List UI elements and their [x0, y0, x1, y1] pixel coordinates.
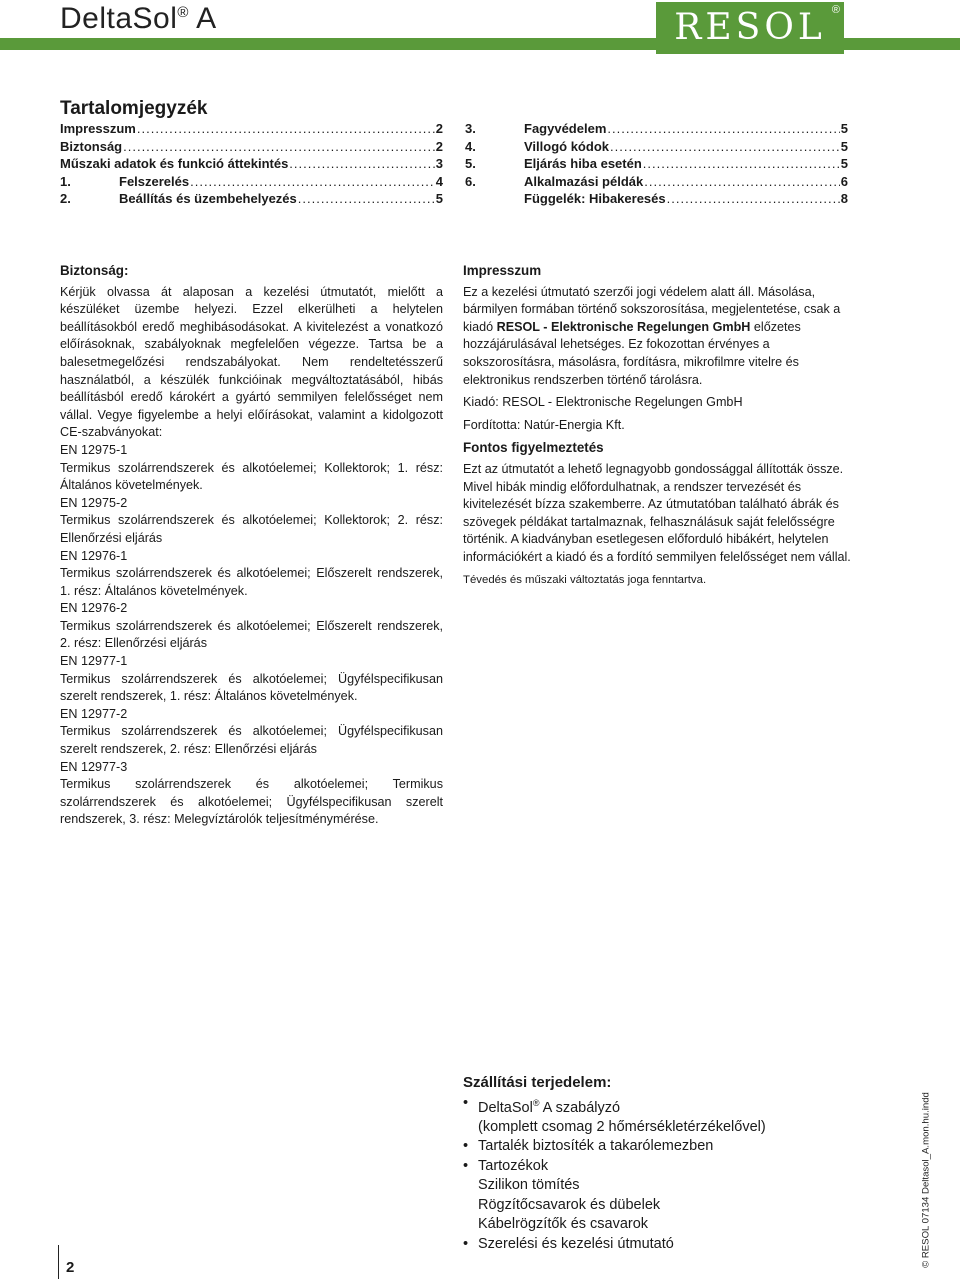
safety-heading: Biztonság: — [60, 263, 129, 278]
standard-item: EN 12975-2 Termikus szolárrendszerek és alkotóelemei; Kollektorok; 2. rész: Ellenőrzési eljárás — [60, 495, 443, 545]
toc-entry[interactable]: Műszaki adatok és funkció áttekintés ..... 3 — [60, 155, 443, 173]
imprint-heading: Impresszum — [463, 263, 542, 278]
toc-entry[interactable]: 3. Fagyvédelem ..... 5 — [465, 120, 848, 138]
standard-item: EN 12975-1 Termikus szolárrendszerek és alkotóelemei; Kollektorok; 1. rész: Általános követelmények. — [60, 442, 443, 493]
list-item: • Tartozékok Szilikon tömítés Rögzítőcsavarok és dübelek Kábelrögzítők és csavarok — [463, 1157, 863, 1235]
toc-right-column — [465, 120, 848, 208]
imprint-text: Ez a kezelési útmutató szerzői jogi védelem alatt áll. Másolása, bármilyen formában történő sokszorosítása, megjelentetése, csak a kiadó RESOL - Elektronische Regelungen GmbH előzetes hozzájárulásával lehetséges. Ez fokozottan érvényes a sokszorosításra, másolásra, fordításra, mikrofilmre vitelre és elektronikus rendszerben történő tárolásra. — [463, 284, 841, 387]
toc-entry[interactable]: Impresszum ..... 2 — [60, 120, 443, 138]
toc-left-column — [60, 120, 443, 208]
toc-entry[interactable]: 1. Felszerelés ..... 4 — [60, 173, 443, 191]
resol-logo — [656, 2, 844, 54]
disclaimer: Tévedés és műszaki változtatás joga fenntartva. — [463, 573, 707, 586]
standard-item: EN 12976-2 Termikus szolárrendszerek és alkotóelemei; Előszerelt rendszerek, 2. rész: Ellenőrzési eljárás — [60, 601, 443, 651]
standard-item: EN 12976-1 Termikus szolárrendszerek és alkotóelemei; Előszerelt rendszerek, 1. rész: Általános követelmények. — [60, 548, 443, 598]
toc-entry[interactable]: Biztonság ..... 2 — [60, 138, 443, 156]
list-item: • DeltaSol® A szabályzó (komplett csomag 2 hőmérsékletérzékelővel) — [463, 1094, 863, 1138]
imprint-translator: Fordította: Natúr-Energia Kft. — [463, 417, 625, 432]
delivery-section — [463, 1073, 863, 1254]
notes-text: Ezt az útmutatót a lehető legnagyobb gondossággal állították össze. Mivel hibák mindig előfordulhatnak, a rendszer tervezését és kivitelezését bízza szakemberre. Az útmutatóban található ábrák és szövegek példákat tartalmaznak, felhasználásuk saját felelősségre történik. A kiadványban esetlegesen előforduló hibákért, helytelen információkért a kiadó és a fordító semmilyen felelősséget nem vállal. — [463, 461, 851, 564]
standard-item: EN 12977-3 Termikus szolárrendszerek és alkotóelemei; Termikus szolárrendszerek és alkotóelemei; Ügyfélspecifikusan szerelt rendszerek, 3. rész: Melegvíztárolók teljesítménymérése. — [60, 759, 443, 827]
imprint-section — [463, 262, 851, 589]
page-number-bar — [58, 1245, 59, 1279]
safety-section — [60, 262, 443, 829]
toc-entry[interactable]: 5. Eljárás hiba esetén ..... 5 — [465, 155, 848, 173]
logo-text: RESOL — [674, 7, 826, 48]
toc-entry[interactable]: 4. Villogó kódok ..... 5 — [465, 138, 848, 156]
imprint-publisher: Kiadó: RESOL - Elektronische Regelungen GmbH — [463, 395, 743, 410]
logo-registered-mark: ® — [831, 4, 840, 16]
standard-item: EN 12977-1 Termikus szolárrendszerek és alkotóelemei; Ügyfélspecifikusan szerelt rendszerek, 1. rész: Általános követelmények. — [60, 654, 443, 704]
toc-entry[interactable]: 6. Alkalmazási példák ..... 6 — [465, 173, 848, 191]
safety-intro: Kérjük olvassa át alaposan a kezelési útmutatót, mielőtt a készüléket üzembe helyezi. Ezzel elkerülheti a helytelen beállításokból eredő meghibásodásokat. A kivitelezést a vonatkozó előírásoknak, szabályoknak megfelelően végezze. Tartsa be a balesetmegelőzési rendszabályokat. Nem rendeltetésszerű használatból, a készülék funkcióinak megváltoztatásából, hibás beállításból eredő károkért a gyártó semmilyen felelősséget nem vállal. Vegye figyelembe a helyi előírásokat, valamint a kidolgozott CE-szabványokat: — [60, 284, 443, 440]
toc-entry[interactable]: Függelék: Hibakeresés ..... 8 — [465, 190, 848, 208]
document-title: DeltaSol® A — [60, 2, 217, 35]
standard-item: EN 12977-2 Termikus szolárrendszerek és alkotóelemei; Ügyfélspecifikusan szerelt rendszerek, 2. rész: Ellenőrzési eljárás — [60, 706, 443, 757]
delivery-list — [463, 1094, 863, 1255]
toc-title: Tartalomjegyzék — [60, 98, 208, 119]
toc-entry[interactable]: 2. Beállítás és üzembehelyezés ..... 5 — [60, 190, 443, 208]
notes-heading: Fontos figyelmeztetés — [463, 440, 604, 456]
page-number: 2 — [66, 1259, 75, 1276]
list-item: • Szerelési és kezelési útmutató — [463, 1235, 863, 1255]
list-item: • Tartalék biztosíték a takarólemezben — [463, 1137, 863, 1157]
file-info: © RESOL 07134 Deltasol_A.mon.hu.indd — [920, 1092, 932, 1268]
delivery-heading: Szállítási terjedelem: — [463, 1074, 612, 1091]
